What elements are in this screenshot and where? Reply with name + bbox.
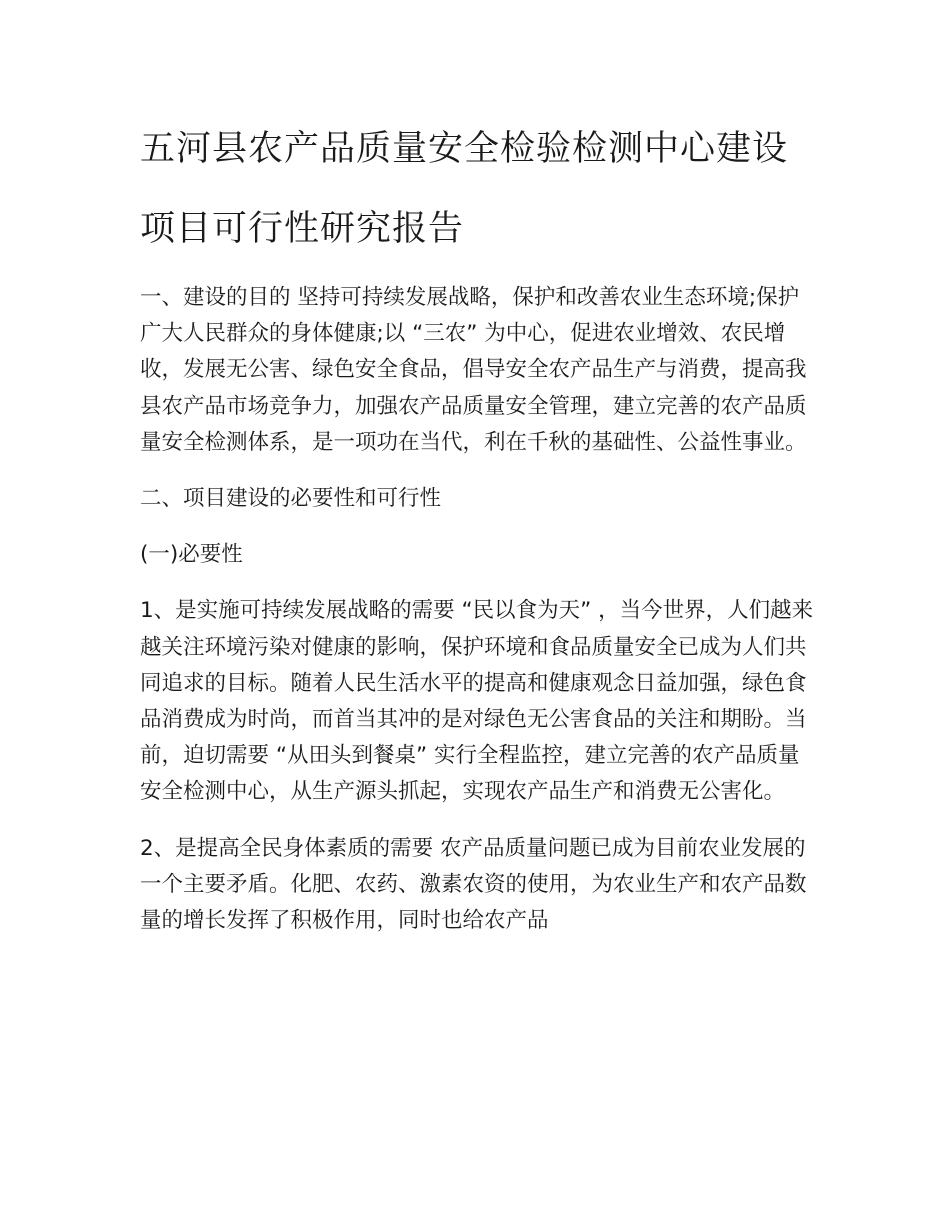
- paragraph-point-2: 2、是提高全民身体素质的需要 农产品质量问题已成为目前农业发展的一个主要矛盾。化肥、农药、激素农资的使用，为农业生产和农产品数量的增长发挥了积极作用，同时也给农产品: [140, 835, 807, 934]
- document-title: 五河县农产品质量安全检验检测中心建设: [140, 129, 789, 169]
- document-page: [140, 122, 820, 939]
- paragraph-point-1: 1、是实施可持续发展战略的需要 “民以食为天” ，当今世界，人们越来越关注环境污染对健康的影响，保护环境和食品质量安全已成为人们共同追求的目标。随着人民生活水平的提高和健康观念日益加强，绿色食品消费成为时尚，而首当其冲的是对绿色无公害食品的关注和期盼。当前，迫切需要 “从田头到餐桌” 实行全程监控，建立完善的农产品质量安全检测中心，从生产源头抓起，实现农产品生产和消费无公害化。: [140, 598, 814, 805]
- subsection-heading-necessity: (一)必要性: [140, 542, 243, 568]
- section-heading-necessity-feasibility: 二、项目建设的必要性和可行性: [140, 486, 442, 512]
- document-subtitle: 项目可行性研究报告: [140, 209, 465, 249]
- paragraph-purpose: 一、建设的目的 坚持可持续发展战略，保护和改善农业生态环境;保护广大人民群众的身体健康;以 “三农” 为中心，促进农业增效、农民增收，发展无公害、绿色安全食品，倡导安全农产品生产与消费，提高我县农产品市场竞争力，加强农产品质量安全管理，建立完善的农产品质量安全检测体系，是一项功在当代，利在千秋的基础性、公益性事业。: [140, 285, 807, 455]
